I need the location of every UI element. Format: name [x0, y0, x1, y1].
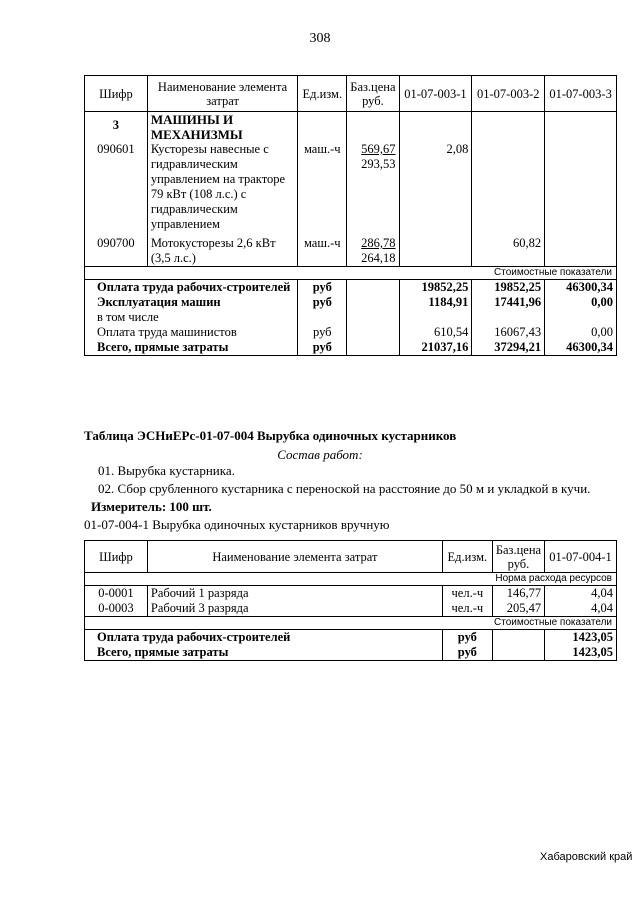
section-number: 3: [85, 112, 148, 143]
summary-name: Эксплуатация машин: [85, 295, 298, 310]
section-title: МАШИНЫ И МЕХАНИЗМЫ: [147, 112, 297, 143]
summary-unit: руб: [442, 630, 492, 646]
table-01-07-004: [84, 540, 617, 661]
summary-name: Оплата труда машинистов: [85, 325, 298, 340]
summary-value-1: 1184,91: [399, 295, 472, 310]
price-top: 286,78: [361, 236, 396, 250]
summary-name: Всего, прямые затраты: [85, 340, 298, 356]
header-code: Шифр: [85, 541, 148, 573]
header-col1: 01-07-004-1: [545, 541, 617, 573]
summary-value-1: 1423,05: [545, 645, 617, 661]
summary-row: [85, 310, 617, 325]
region-footer: Хабаровский край: [540, 851, 633, 863]
row-name: Рабочий 3 разряда: [147, 601, 442, 617]
table-row: [85, 601, 617, 617]
table-row: [85, 586, 617, 602]
summary-value-3: 0,00: [545, 325, 617, 340]
row-unit: маш.-ч: [298, 142, 347, 232]
summary-name: Всего, прямые затраты: [85, 645, 443, 661]
row-value-2: [472, 142, 545, 232]
summary-row: [85, 645, 617, 661]
work-step: 02. Сбор срубленного кустарника с переноской на расстояние до 50 м и укладкой в кучи.: [98, 481, 591, 496]
row-unit: чел.-ч: [442, 586, 492, 602]
summary-unit: руб: [442, 645, 492, 661]
summary-value-3: 46300,34: [545, 280, 617, 296]
row-value-3: [545, 142, 617, 232]
row-unit: чел.-ч: [442, 601, 492, 617]
page-number: 308: [309, 31, 331, 46]
summary-value-1: 1423,05: [545, 630, 617, 646]
summary-name: Оплата труда рабочих-строителей: [85, 630, 443, 646]
summary-row: [85, 325, 617, 340]
header-unit: Ед.изм.: [442, 541, 492, 573]
row-value-1: 4,04: [545, 586, 617, 602]
header-name: Наименование элемента затрат: [147, 76, 297, 112]
header-unit: Ед.изм.: [298, 76, 347, 112]
table-title: Таблица ЭСНиЕРс-01-07-004 Вырубка одиночных кустарников: [84, 428, 457, 443]
summary-unit: руб: [298, 295, 347, 310]
work-step: 01. Вырубка кустарника.: [98, 463, 235, 478]
summary-unit: руб: [298, 280, 347, 296]
summary-value-2: [472, 310, 545, 325]
summary-value-2: 17441,96: [472, 295, 545, 310]
row-unit: маш.-ч: [298, 232, 347, 267]
cost-indicators-label: Стоимостные показатели: [85, 267, 617, 280]
row-price: 205,47: [492, 601, 544, 617]
price-bottom: 264,18: [361, 251, 396, 265]
header-base-price: Баз.цена руб.: [347, 76, 399, 112]
row-price: [347, 232, 399, 267]
summary-unit: [298, 310, 347, 325]
table-row: [85, 232, 617, 267]
summary-row: [85, 295, 617, 310]
summary-value-2: 37294,21: [472, 340, 545, 356]
header-col1: 01-07-003-1: [399, 76, 472, 112]
summary-value-1: 21037,16: [399, 340, 472, 356]
summary-row: [85, 280, 617, 296]
row-code: 0-0003: [85, 601, 148, 617]
row-name: Рабочий 1 разряда: [147, 586, 442, 602]
resource-norm-label: Норма расхода ресурсов: [85, 573, 617, 586]
header-base-price: Баз.цена руб.: [492, 541, 544, 573]
row-value-1: 2,08: [399, 142, 472, 232]
row-price: 146,77: [492, 586, 544, 602]
measurement-unit: Измеритель: 100 шт.: [91, 499, 212, 514]
summary-row: [85, 630, 617, 646]
summary-unit: руб: [298, 340, 347, 356]
header-code: Шифр: [85, 76, 148, 112]
row-code: 090700: [85, 232, 148, 267]
header-col3: 01-07-003-3: [545, 76, 617, 112]
table-row: [85, 142, 617, 232]
row-code: 090601: [85, 142, 148, 232]
summary-value-3: 46300,34: [545, 340, 617, 356]
summary-value-3: 0,00: [545, 295, 617, 310]
row-value-3: [545, 232, 617, 267]
summary-value-1: 19852,25: [399, 280, 472, 296]
header-name: Наименование элемента затрат: [147, 541, 442, 573]
row-price: [347, 142, 399, 232]
summary-row: [85, 340, 617, 356]
price-top: 569,67: [361, 142, 396, 156]
table-01-07-003: [84, 75, 617, 356]
summary-name: Оплата труда рабочих-строителей: [85, 280, 298, 296]
summary-value-2: 19852,25: [472, 280, 545, 296]
code-line: 01-07-004-1 Вырубка одиночных кустарников вручную: [84, 517, 390, 532]
row-name: Кусторезы навесные с гидравлическим управлением на тракторе 79 кВт (108 л.с.) с гидравлическим управлением: [147, 142, 297, 232]
price-bottom: 293,53: [361, 157, 396, 171]
summary-value-3: [545, 310, 617, 325]
summary-value-1: 610,54: [399, 325, 472, 340]
cost-indicators-label: Стоимостные показатели: [85, 617, 617, 630]
row-value-2: 60,82: [472, 232, 545, 267]
row-name: Мотокусторезы 2,6 кВт (3,5 л.с.): [147, 232, 297, 267]
work-composition-label: Состав работ:: [277, 447, 363, 462]
summary-name: в том числе: [85, 310, 298, 325]
row-code: 0-0001: [85, 586, 148, 602]
header-col2: 01-07-003-2: [472, 76, 545, 112]
row-value-1: [399, 232, 472, 267]
row-value-1: 4,04: [545, 601, 617, 617]
summary-unit: руб: [298, 325, 347, 340]
summary-value-2: 16067,43: [472, 325, 545, 340]
summary-value-1: [399, 310, 472, 325]
